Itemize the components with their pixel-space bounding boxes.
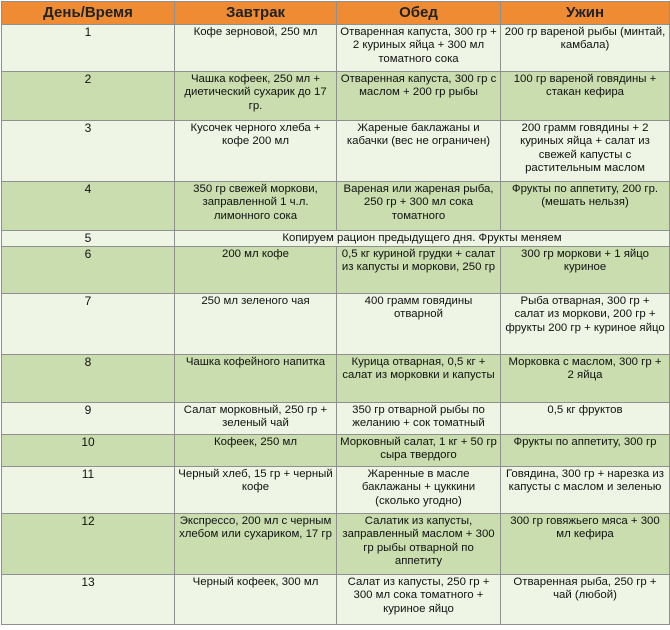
- lunch-cell: Курица отварная, 0,5 кг + салат из морковки и капусты: [337, 355, 501, 403]
- dinner-cell: 300 гр говяжьего мяса + 300 мл кефира: [501, 514, 670, 575]
- lunch-cell: Салат из капусты, 250 гр + 300 мл сока томатного + куриное яйцо: [337, 575, 501, 625]
- day-cell: 8: [2, 355, 175, 403]
- breakfast-cell: 350 гр свежей моркови, заправленной 1 ч.л. лимонного сока: [175, 182, 337, 231]
- lunch-cell: 350 гр отварной рыбы по желанию + сок томатный: [337, 403, 501, 435]
- breakfast-cell: Кофе зерновой, 250 мл: [175, 25, 337, 72]
- lunch-cell: Отваренная капуста, 300 гр с маслом + 200 гр рыбы: [337, 72, 501, 121]
- dinner-cell: Отваренная рыба, 250 гр + чай (любой): [501, 575, 670, 625]
- dinner-cell: Фрукты по аппетиту, 300 гр: [501, 435, 670, 467]
- table-row: [2, 182, 670, 231]
- day-cell: 10: [2, 435, 175, 467]
- lunch-cell: Жаренные в масле баклажаны + цуккини (сколько угодно): [337, 467, 501, 514]
- table-row: [2, 403, 670, 435]
- breakfast-cell: Чашка кофеек, 250 мл + диетический сухарик до 17 гр.: [175, 72, 337, 121]
- header-row: [2, 2, 670, 25]
- lunch-cell: Жареные баклажаны и кабачки (вес не ограничен): [337, 121, 501, 182]
- header-day-time: День/Время: [2, 2, 175, 25]
- day-cell: 4: [2, 182, 175, 231]
- table-row: [2, 435, 670, 467]
- day-cell: 13: [2, 575, 175, 625]
- day-cell: 3: [2, 121, 175, 182]
- header-lunch: Обед: [337, 2, 501, 25]
- lunch-cell: 0,5 кг куриной грудки + салат из капусты и моркови, 250 гр: [337, 247, 501, 294]
- lunch-cell: Салатик из капусты, заправленный маслом + 300 гр рыбы отварной по аппетиту: [337, 514, 501, 575]
- table-row: [2, 467, 670, 514]
- merged-note-cell: Копируем рацион предыдущего дня. Фрукты меняем: [175, 231, 670, 247]
- dinner-cell: Фрукты по аппетиту, 200 гр. (мешать нельзя): [501, 182, 670, 231]
- breakfast-cell: Чашка кофейного напитка: [175, 355, 337, 403]
- day-cell: 2: [2, 72, 175, 121]
- day-cell: 7: [2, 294, 175, 355]
- header-dinner: Ужин: [501, 2, 670, 25]
- breakfast-cell: 250 мл зеленого чая: [175, 294, 337, 355]
- header-breakfast: Завтрак: [175, 2, 337, 25]
- table-body: [2, 25, 670, 625]
- table-row: [2, 25, 670, 72]
- diet-table: [1, 1, 670, 625]
- table-row: [2, 231, 670, 247]
- day-cell: 5: [2, 231, 175, 247]
- lunch-cell: Морковный салат, 1 кг + 50 гр сыра твердого: [337, 435, 501, 467]
- dinner-cell: Морковка с маслом, 300 гр + 2 яйца: [501, 355, 670, 403]
- lunch-cell: Отваренная капуста, 300 гр + 2 куриных яйца + 300 мл томатного сока: [337, 25, 501, 72]
- dinner-cell: 200 гр вареной рыбы (минтай, камбала): [501, 25, 670, 72]
- table-row: [2, 121, 670, 182]
- table-header: [2, 2, 670, 25]
- dinner-cell: 100 гр вареной говядины + стакан кефира: [501, 72, 670, 121]
- breakfast-cell: Экспрессо, 200 мл с черным хлебом или сухариком, 17 гр: [175, 514, 337, 575]
- table-row: [2, 294, 670, 355]
- dinner-cell: Говядина, 300 гр + нарезка из капусты с маслом и зеленью: [501, 467, 670, 514]
- day-cell: 11: [2, 467, 175, 514]
- table-row: [2, 355, 670, 403]
- breakfast-cell: Черный хлеб, 15 гр + черный кофе: [175, 467, 337, 514]
- day-cell: 6: [2, 247, 175, 294]
- lunch-cell: 400 грамм говядины отварной: [337, 294, 501, 355]
- breakfast-cell: Кофеек, 250 мл: [175, 435, 337, 467]
- day-cell: 9: [2, 403, 175, 435]
- table-row: [2, 575, 670, 625]
- breakfast-cell: 200 мл кофе: [175, 247, 337, 294]
- breakfast-cell: Салат морковный, 250 гр + зеленый чай: [175, 403, 337, 435]
- table-row: [2, 72, 670, 121]
- day-cell: 12: [2, 514, 175, 575]
- breakfast-cell: Кусочек черного хлеба + кофе 200 мл: [175, 121, 337, 182]
- dinner-cell: 0,5 кг фруктов: [501, 403, 670, 435]
- day-cell: 1: [2, 25, 175, 72]
- breakfast-cell: Черный кофеек, 300 мл: [175, 575, 337, 625]
- dinner-cell: 300 гр моркови + 1 яйцо куриное: [501, 247, 670, 294]
- dinner-cell: Рыба отварная, 300 гр + салат из моркови, 200 гр + фрукты 200 гр + куриное яйцо: [501, 294, 670, 355]
- lunch-cell: Вареная или жареная рыба, 250 гр + 300 мл сока томатного: [337, 182, 501, 231]
- table-row: [2, 514, 670, 575]
- dinner-cell: 200 грамм говядины + 2 куриных яйца + салат из свежей капусты с растительным маслом: [501, 121, 670, 182]
- table-row: [2, 247, 670, 294]
